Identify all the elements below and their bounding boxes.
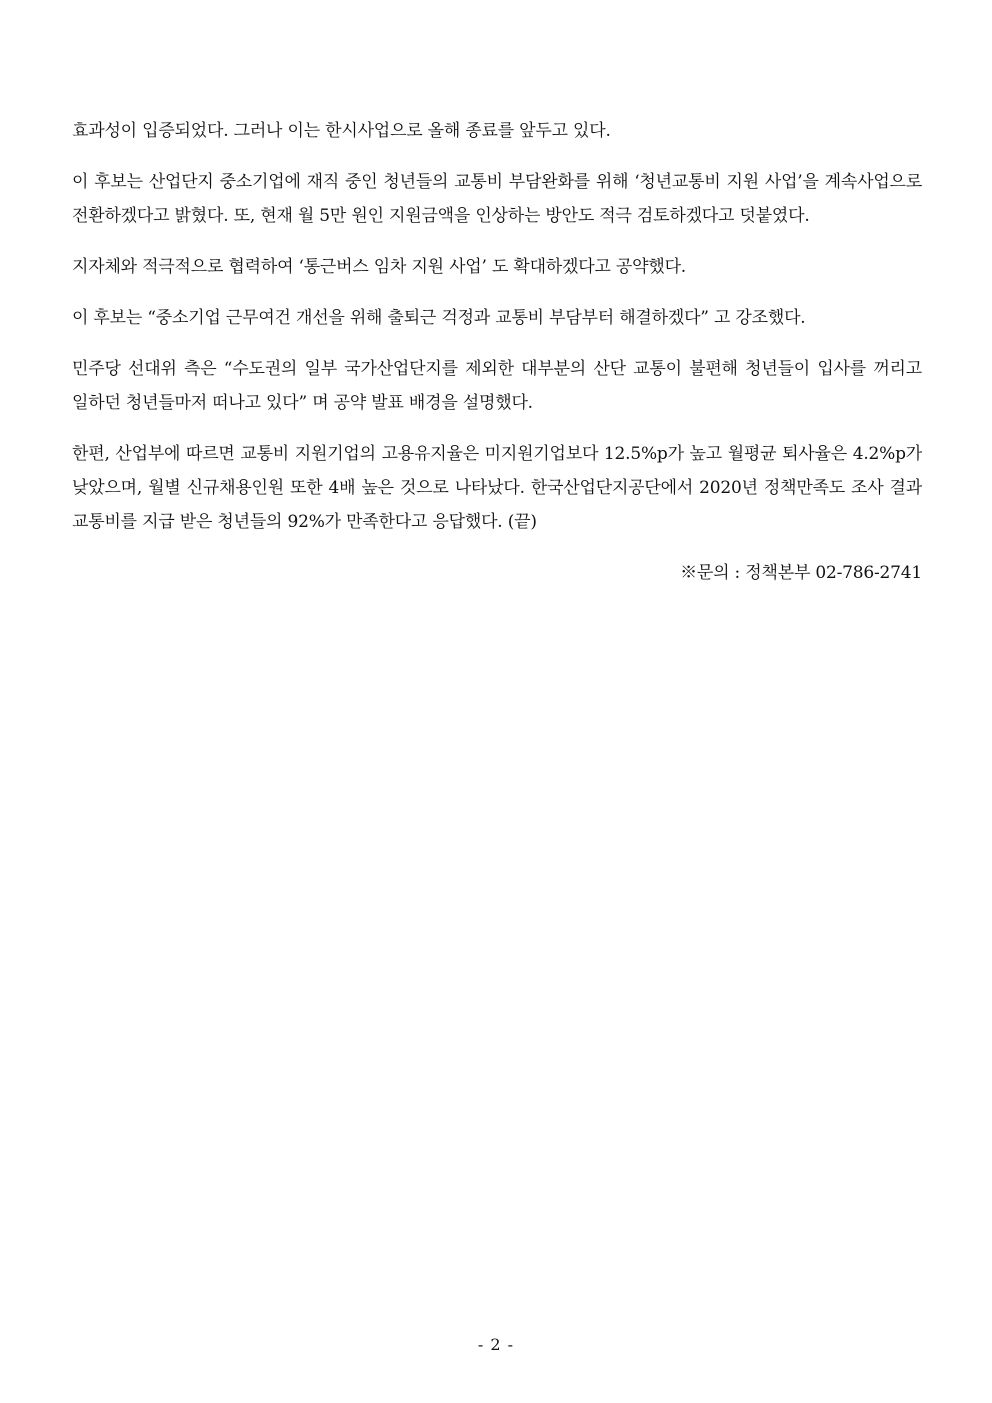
- paragraph-youth-transport-subsidy: 이 후보는 산업단지 중소기업에 재직 중인 청년들의 교통비 부담완화를 위해 ‘청년교통비 지원 사업’을 계속사업으로 전환하겠다고 밝혔다. 또, 현재 월 5만 원인 지원금액을 인상하는 방안도 적극 검토하겠다고 덧붙였다.: [72, 172, 922, 226]
- paragraph-ministry-statistics: 한편, 산업부에 따르면 교통비 지원기업의 고용유지율은 미지원기업보다 12.5%p가 높고 월평균 퇴사율은 4.2%p가 낮았으며, 월별 신규채용인원 또한 4배 높은 것으로 나타났다. 한국산업단지공단에서 2020년 정책만족도 조사 결과 교통비를 지급 받은 청년들의 92%가 만족한다고 응답했다. (끝): [72, 444, 922, 532]
- paragraph-commuter-bus: 지자체와 적극적으로 협력하여 ‘통근버스 임차 지원 사업’ 도 확대하겠다고 공약했다.: [72, 257, 686, 277]
- paragraph-candidate-quote: 이 후보는 “중소기업 근무여건 개선을 위해 출퇴근 걱정과 교통비 부담부터 해결하겠다” 고 강조했다.: [72, 308, 806, 328]
- paragraph-committee-statement: 민주당 선대위 측은 “수도권의 일부 국가산업단지를 제외한 대부분의 산단 교통이 불편해 청년들이 입사를 꺼리고 일하던 청년들마저 떠나고 있다” 며 공약 발표 배경을 설명했다.: [72, 359, 922, 413]
- contact-info: ※문의 : 정책본부 02-786-2741: [680, 563, 922, 583]
- page-number: - 2 -: [477, 1335, 515, 1354]
- paragraph-effectiveness: 효과성이 입증되었다. 그러나 이는 한시사업으로 올해 종료를 앞두고 있다.: [72, 121, 611, 141]
- document-body: [72, 114, 922, 590]
